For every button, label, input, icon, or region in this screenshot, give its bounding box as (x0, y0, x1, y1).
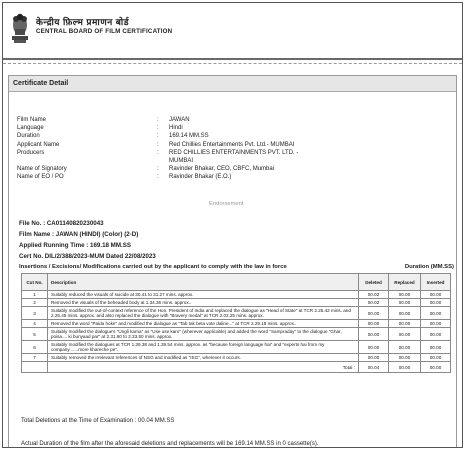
film-name-line: Film Name : JAWAN (HINDI) (Color) (2-D) (19, 231, 139, 238)
table-row: 2 Removed the visuals of the beheaded body at 1.34.36 mins. approx.. 00.02 00.00 00.00 (22, 299, 451, 307)
table-row: 4 Removed the word "Paida hoke" and modified the dialogue as "Tab tak beta vote daline..." at TCR 2.29.18 mins. approx.. 00.00 00.00 00.00 (22, 320, 451, 328)
info-row-eo-po: Name of EO / PO : Ravinder Bhakar (E.O.) (17, 174, 232, 181)
modifications-table (21, 273, 451, 373)
col-inserted: Inserted (421, 274, 451, 291)
panel-title: Certificate Detail (9, 76, 456, 92)
header-divider (3, 58, 462, 60)
actual-duration-line: Actual Duration of the film after the aforesaid deletions and replacements will be 169.14 MM.SS in 0 cassette(s). (21, 441, 319, 447)
info-row-applicant: Applicant Name : Red Chillies Entertainments Pvt. Ltd.- MUMBAI (17, 141, 295, 148)
certificate-summary (19, 218, 156, 262)
running-time-line: Applied Running Time : 169.18 MM.SS (19, 242, 131, 249)
file-number: File No. : CA01140820230043 (19, 220, 104, 227)
org-name-english: CENTRAL BOARD OF FILM CERTIFICATION (36, 28, 173, 35)
table-row: 1 Suitably reduced the visuals of suicide at 30.41 to 31.27 mins. approx. 00.02 00.00 00.00 (22, 291, 451, 299)
table-row: 6 Suitably modified the dialogues at TCR 1.39.38 and 1.39.54 mins. approx. as "because foreign language hai" and "experts hai from my company.......more khareche pe". 00.00 00.00 00.00 (22, 341, 451, 354)
table-header-row (22, 274, 451, 291)
table-total-row: Total : 00.04 00.00 00.00 (22, 362, 451, 373)
info-row-duration: Duration : 169.14 MM.SS (17, 133, 209, 140)
dotted-divider (3, 63, 462, 64)
national-emblem-icon (9, 9, 31, 45)
total-deletions-line: Total Deletions at the Time of Examination : 00.04 MM.SS (21, 418, 175, 424)
endorsement-heading: Endorsement (209, 201, 244, 207)
cbfc-header (3, 3, 462, 55)
cert-number-line: Cert No. DIL/2/388/2023-MUM Dated 22/08/2023 (19, 253, 156, 260)
table-row: 3 Suitably modified the out-of-context reference of the Hon. President of India and replaced the dialogue as "Head of State" at TCR 2.25.42 mins. and 2.25.45 mins. approx. and also replaced the dialogue with "Bravery medal" at TCR 2.03.25 mins. approx. 00.00 00.00 00.00 (22, 307, 451, 320)
info-row-signatory: Name of Signatory : Ravinder Bhakar, CEO, CBFC, Mumbai (17, 166, 275, 173)
col-replaced: Replaced (389, 274, 421, 291)
org-name-hindi: केन्द्रीय फ़िल्म प्रमाणन बोर्ड (36, 17, 130, 27)
certificate-page (2, 2, 463, 448)
film-info-block (17, 116, 309, 182)
table-row: 7 Suitably removed the irrelevant references of NSG and modified as "ISG", wherever it occurs. 00.00 00.00 00.00 (22, 354, 451, 362)
info-row-language: Language : Hindi (17, 125, 183, 132)
certificate-detail-panel (8, 75, 457, 448)
info-row-film-name: Film Name : JAWAN (17, 117, 190, 123)
info-row-producers: Producers : RED CHILLIES ENTERTAINMENTS PVT. LTD. - MUMBAI (17, 149, 299, 165)
col-cut-no: Cut No. (22, 274, 48, 291)
col-description: Description (48, 274, 359, 291)
duration-unit-label: Duration (MM.SS) (404, 264, 454, 270)
col-deleted: Deleted (359, 274, 389, 291)
modifications-heading: Insertions / Excisions/ Modifications carried out by the applicant to comply with the law in force Duration (MM.SS) (19, 264, 454, 270)
table-row: 5 Suitably modified the dialogue's "Ungli karna" as "Use use karo" (wherever applicable) and added the word "Sampraday" to the dialogue "Ghar, poisa.... ki bunyaad par" at 2.31.60 to 2.33.50 mins. approx. 00.00 00.00 00.00 (22, 328, 451, 341)
